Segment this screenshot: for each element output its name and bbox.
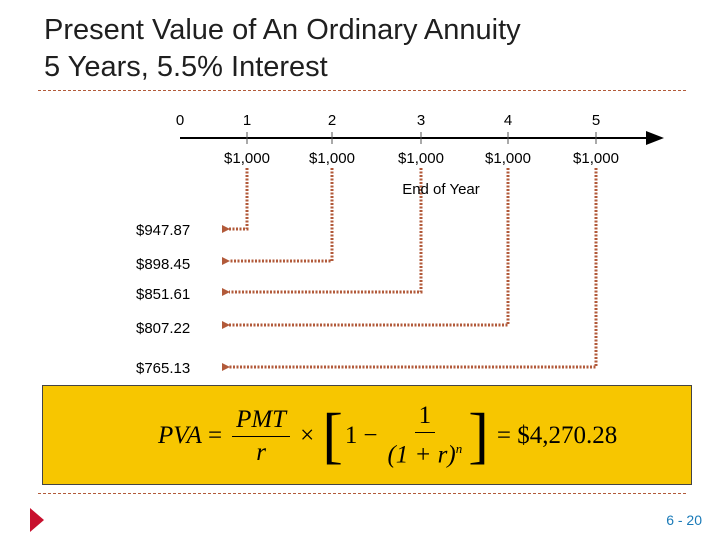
slide-title-line-2: 5 Years, 5.5% Interest bbox=[44, 51, 328, 83]
present-value-label: $765.13 bbox=[136, 360, 191, 377]
axis-caption: End of Year bbox=[402, 181, 480, 198]
left-bracket-icon: [ bbox=[322, 402, 343, 470]
period-label: 5 bbox=[591, 112, 601, 129]
inner-numerator: 1 bbox=[415, 402, 436, 433]
present-value-label: $898.45 bbox=[136, 256, 191, 273]
period-label: 2 bbox=[327, 112, 337, 129]
present-value-label: $851.61 bbox=[136, 286, 191, 303]
inner-denominator: (1 + r) bbox=[387, 441, 456, 469]
formula-denominator: r bbox=[256, 438, 266, 466]
formula-one: 1 bbox=[344, 422, 358, 449]
payment-label: $1,000 bbox=[309, 150, 355, 167]
right-bracket-icon: ] bbox=[468, 402, 489, 470]
slide-title-line-1: Present Value of An Ordinary Annuity bbox=[44, 14, 521, 46]
payment-label: $1,000 bbox=[573, 150, 619, 167]
formula-minus: − bbox=[363, 422, 378, 449]
axis-arrow-icon bbox=[646, 131, 664, 145]
period-label: 1 bbox=[242, 112, 252, 129]
timeline-axis bbox=[180, 131, 664, 145]
payment-label: $1,000 bbox=[485, 150, 531, 167]
formula-numerator: PMT bbox=[232, 406, 290, 437]
period-label: 4 bbox=[503, 112, 513, 129]
formula-exponent: n bbox=[455, 441, 463, 457]
discount-arrow-year-2 bbox=[229, 168, 332, 261]
discount-arrow-year-1 bbox=[229, 168, 247, 229]
formula-result: = $4,270.28 bbox=[496, 422, 618, 449]
page-number: 6 - 20 bbox=[666, 512, 702, 528]
formula-equals: = bbox=[207, 422, 223, 449]
present-value-label: $807.22 bbox=[136, 320, 191, 337]
formula-lhs: PVA bbox=[158, 422, 202, 449]
period-label: 3 bbox=[416, 112, 426, 129]
payment-label: $1,000 bbox=[398, 150, 444, 167]
formula-times: × bbox=[300, 422, 315, 449]
period-label: 0 bbox=[175, 112, 185, 129]
present-value-label: $947.87 bbox=[136, 222, 191, 239]
payment-label: $1,000 bbox=[224, 150, 270, 167]
